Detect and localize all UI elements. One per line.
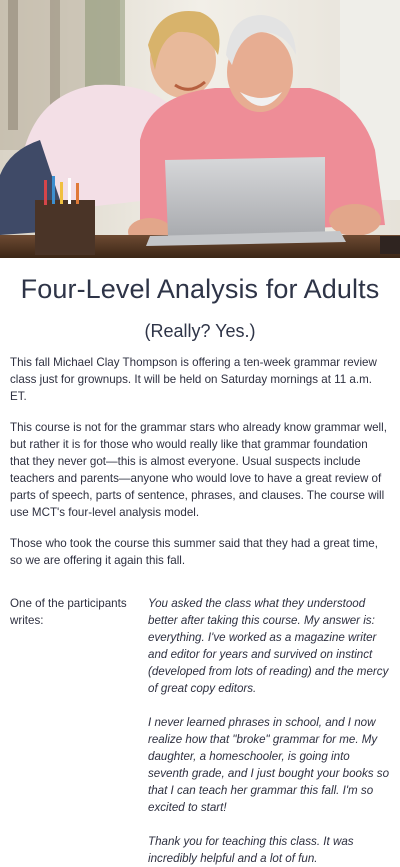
couple-at-laptop-photo xyxy=(0,0,400,258)
repeat-offer-paragraph: Those who took the course this summer said that they had a great time, so we are offering it again this fall. xyxy=(10,537,378,567)
page-title: Four-Level Analysis for Adults xyxy=(20,274,380,304)
intro-paragraph: This fall Michael Clay Thompson is offering a ten-week grammar review class just for grownups. It will be held on Saturday mornings at 11 a.m. ET. xyxy=(10,356,377,403)
testimonial-paragraph: Thank you for teaching this class. It was incredibly helpful and a lot of fun. xyxy=(148,835,354,865)
testimonial-paragraph: You asked the class what they understood better after taking this course. My answer is: everything. I've worked as a magazine writer and editor for years and survived on instinct (developed from lots of reading) and the mercy of great copy editors. xyxy=(148,597,389,695)
testimonial-paragraph: I never learned phrases in school, and I now realize how that "broke" grammar for me. My daughter, a homeschooler, is going into seventh grade, and I just bought your books so that I can teach her grammar this fall. I'm so excited to start! xyxy=(148,716,390,814)
audience-paragraph: This course is not for the grammar stars who already know grammar well, but rather it is for those who would really like that grammar foundation that they never got—this is almost everyone. Usual suspects include teachers and parents—anyone who would love to have a great review of parts of speech, parts of sentence, phrases, and clauses. The course will use MCT's four-level analysis model. xyxy=(10,421,387,519)
testimonial-label: One of the participants writes: xyxy=(10,597,127,627)
hero-photo xyxy=(0,0,400,258)
testimonial xyxy=(10,595,390,867)
testimonial-quote xyxy=(148,595,390,867)
page-subtitle: (Really? Yes.) xyxy=(144,321,256,341)
